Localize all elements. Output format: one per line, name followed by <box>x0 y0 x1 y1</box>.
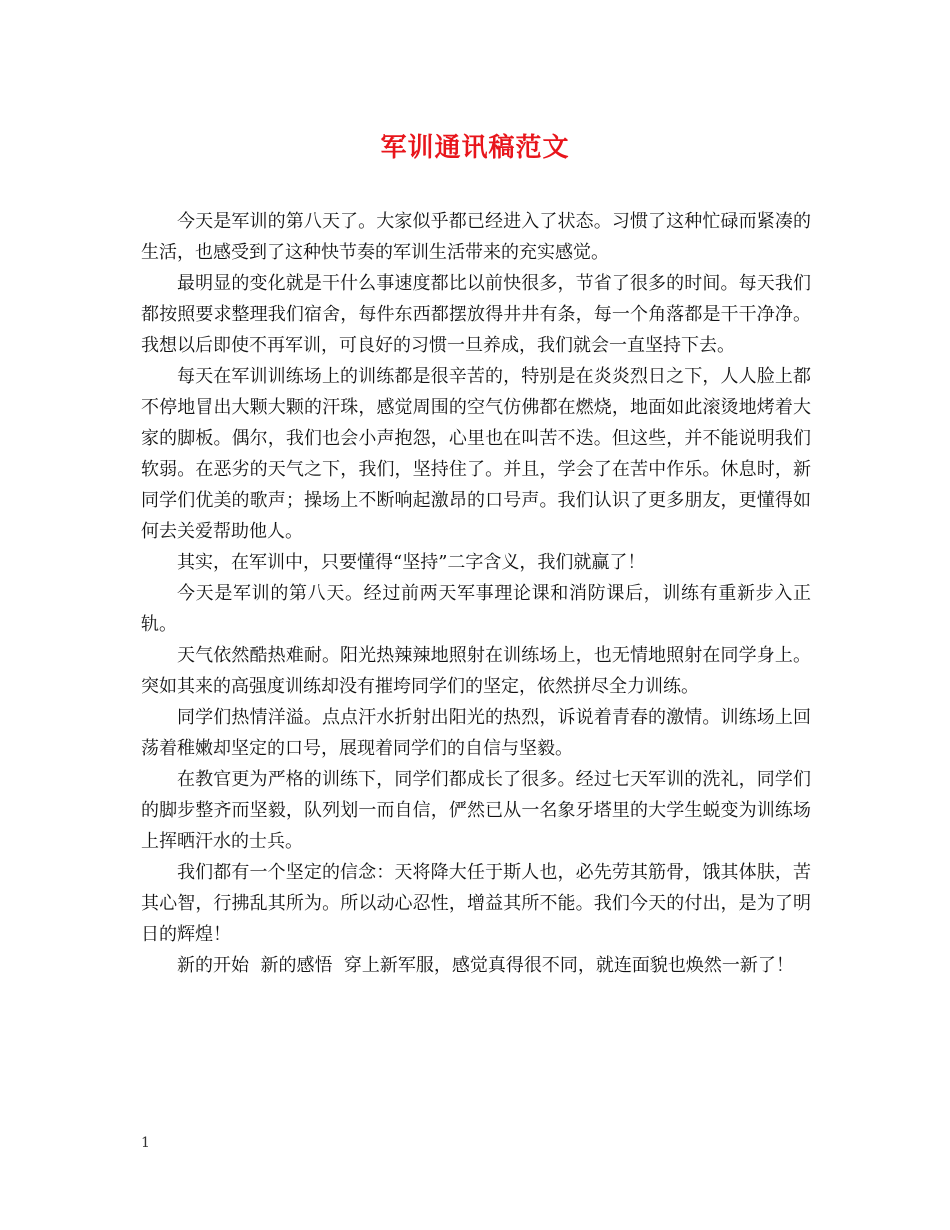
paragraph: 最明显的变化就是干什么事速度都比以前快很多，节省了很多的时间。每天我们都按照要求整理我们宿舍，每件东西都摆放得井井有条，每一个角落都是干干净净。我想以后即使不再军训，可良好的习惯一旦养成，我们就会一直坚持下去。 <box>141 273 811 356</box>
page-number: 1 <box>141 1135 150 1151</box>
paragraph: 天气依然酷热难耐。阳光热辣辣地照射在训练场上，也无情地照射在同学身上。突如其来的高强度训练却没有摧垮同学们的坚定，依然拼尽全力训练。 <box>141 645 811 697</box>
paragraph: 同学们热情洋溢。点点汗水折射出阳光的热烈，诉说着青春的激情。训练场上回荡着稚嫩却坚定的口号，展现着同学们的自信与坚毅。 <box>141 707 811 759</box>
paragraph: 在教官更为严格的训练下，同学们都成长了很多。经过七天军训的洗礼，同学们的脚步整齐而坚毅，队列划一而自信，俨然已从一名象牙塔里的大学生蜕变为训练场上挥晒汗水的士兵。 <box>141 769 811 852</box>
paragraph: 今天是军训的第八天了。大家似乎都已经进入了状态。习惯了这种忙碌而紧凑的生活，也感受到了这种快节奏的军训生活带来的充实感觉。 <box>141 211 811 263</box>
paragraph: 新的开始 新的感悟 穿上新军服，感觉真得很不同，就连面貌也焕然一新了！ <box>177 955 794 976</box>
document-body <box>141 206 811 981</box>
paragraph: 每天在军训训练场上的训练都是很辛苦的，特别是在炎炎烈日之下，人人脸上都不停地冒出大颗大颗的汗珠，感觉周围的空气仿佛都在燃烧，地面如此滚烫地烤着大家的脚板。偶尔，我们也会小声抱怨，心里也在叫苦不迭。但这些，并不能说明我们软弱。在恶劣的天气之下，我们，坚持住了。并且，学会了在苦中作乐。休息时，新同学们优美的歌声；操场上不断响起激昂的口号声。我们认识了更多朋友，更懂得如何去关爱帮助他人。 <box>141 366 811 542</box>
paragraph: 我们都有一个坚定的信念：天将降大任于斯人也，必先劳其筋骨，饿其体肤，苦其心智，行拂乱其所为。所以动心忍性，增益其所不能。我们今天的付出，是为了明日的辉煌！ <box>141 862 811 945</box>
paragraph: 今天是军训的第八天。经过前两天军事理论课和消防课后，训练有重新步入正轨。 <box>141 583 811 635</box>
paragraph: 其实，在军训中，只要懂得“坚持”二字含义，我们就赢了！ <box>177 552 646 573</box>
document-title: 军训通讯稿范文 <box>380 133 570 163</box>
